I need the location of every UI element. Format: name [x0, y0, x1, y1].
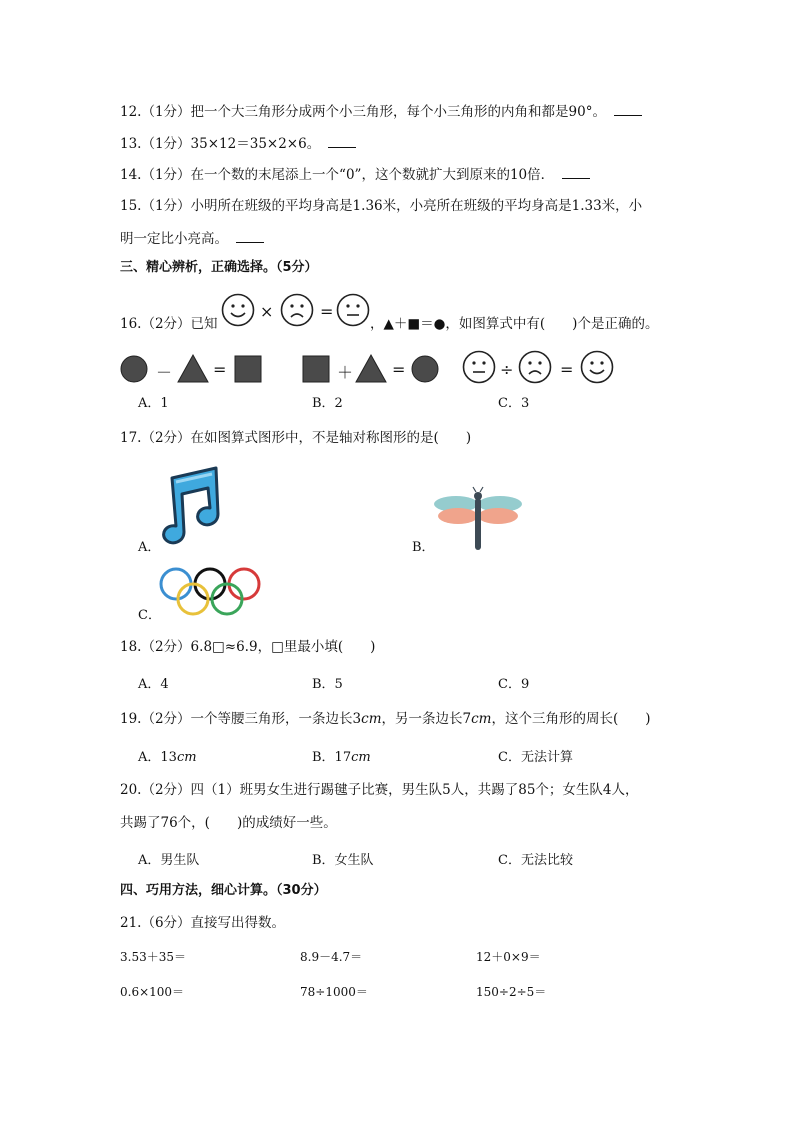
circle-shape	[411, 355, 439, 383]
option-c[interactable]: C．9	[498, 677, 530, 692]
option-a[interactable]: A．男生队	[138, 853, 200, 868]
times-sign: ×	[260, 302, 274, 321]
circle-shape	[120, 355, 148, 383]
smiley-face-icon	[221, 293, 255, 327]
calc-item: 0.6×100＝	[120, 985, 185, 999]
answer-blank	[614, 103, 642, 116]
question-19: 19.（2分）一个等腰三角形，一条边长3cm，另一条边长7cm，这个三角形的周长( )	[120, 711, 651, 727]
square-shape	[234, 355, 262, 383]
question-16: 16.（2分）已知	[120, 316, 218, 332]
neutral-face-icon	[336, 293, 370, 327]
question-15-cont: 明一定比小亮高。	[120, 229, 264, 249]
square-shape	[302, 355, 330, 383]
equals-sign: =	[320, 302, 334, 321]
question-15: 15.（1分）小明所在班级的平均身高是1.36米，小亮所在班级的平均身高是1.33米，小	[120, 198, 643, 214]
calc-item: 8.9－4.7＝	[300, 950, 363, 964]
option-a[interactable]: A．1	[138, 396, 169, 411]
option-c[interactable]: C．无法计算	[498, 750, 573, 765]
equals-sign: =	[213, 360, 227, 379]
section-4-heading: 四、巧用方法，细心计算。（30分）	[120, 883, 327, 898]
olympic-rings-icon[interactable]	[158, 566, 264, 618]
answer-blank	[236, 230, 264, 243]
calc-item: 12＋0×9＝	[476, 950, 541, 964]
option-c[interactable]: C．	[138, 608, 161, 623]
neutral-face-icon	[462, 350, 496, 384]
triangle-shape	[355, 354, 387, 383]
option-c[interactable]: C．3	[498, 396, 530, 411]
option-b[interactable]: B．17cm	[312, 750, 371, 765]
question-12: 12.（1分）把一个大三角形分成两个小三角形，每个小三角形的内角和都是90°。	[120, 102, 642, 122]
equals-sign: =	[560, 360, 574, 379]
option-b[interactable]: B．	[412, 540, 435, 555]
option-b[interactable]: B．2	[312, 396, 343, 411]
option-a[interactable]: A．	[138, 540, 161, 555]
option-a[interactable]: A．4	[138, 677, 169, 692]
calc-item: 78÷1000＝	[300, 985, 368, 999]
answer-blank	[562, 166, 590, 179]
calc-item: 3.53＋35＝	[120, 950, 186, 964]
option-c[interactable]: C．无法比较	[498, 853, 573, 868]
calc-item: 150÷2÷5＝	[476, 985, 547, 999]
triangle-shape	[177, 354, 209, 383]
option-b[interactable]: B．女生队	[312, 853, 374, 868]
question-14: 14.（1分）在一个数的末尾添上一个“0”，这个数就扩大到原来的10倍．	[120, 165, 590, 185]
question-20: 20.（2分）四（1）班男女生进行踢毽子比赛，男生队5人，共踢了85个；女生队4人，	[120, 782, 639, 798]
question-21: 21.（6分）直接写出得数。	[120, 915, 286, 931]
option-b[interactable]: B．5	[312, 677, 343, 692]
divide-sign: ÷	[500, 360, 514, 379]
sad-face-icon	[518, 350, 552, 384]
minus-sign: －	[156, 363, 173, 382]
answer-blank	[328, 135, 356, 148]
dragonfly-icon[interactable]	[432, 486, 524, 552]
plus-sign: ＋	[337, 363, 354, 382]
smiley-face-icon	[580, 350, 614, 384]
equals-sign: =	[392, 360, 406, 379]
question-16-rest: ，▲＋■＝●，如图算式中有( )个是正确的。	[370, 316, 659, 332]
question-20-cont: 共踢了76个，( )的成绩好一些。	[120, 815, 337, 831]
section-3-heading: 三、精心辨析，正确选择。（5分）	[120, 260, 318, 275]
music-note-icon[interactable]	[156, 466, 224, 550]
question-17: 17.（2分）在如图算式图形中，不是轴对称图形的是( )	[120, 430, 472, 446]
sad-face-icon	[280, 293, 314, 327]
option-a[interactable]: A．13cm	[138, 750, 197, 765]
question-18: 18.（2分）6.8□≈6.9，□里最小填( )	[120, 639, 376, 655]
question-13: 13.（1分）35×12＝35×2×6。	[120, 134, 356, 154]
